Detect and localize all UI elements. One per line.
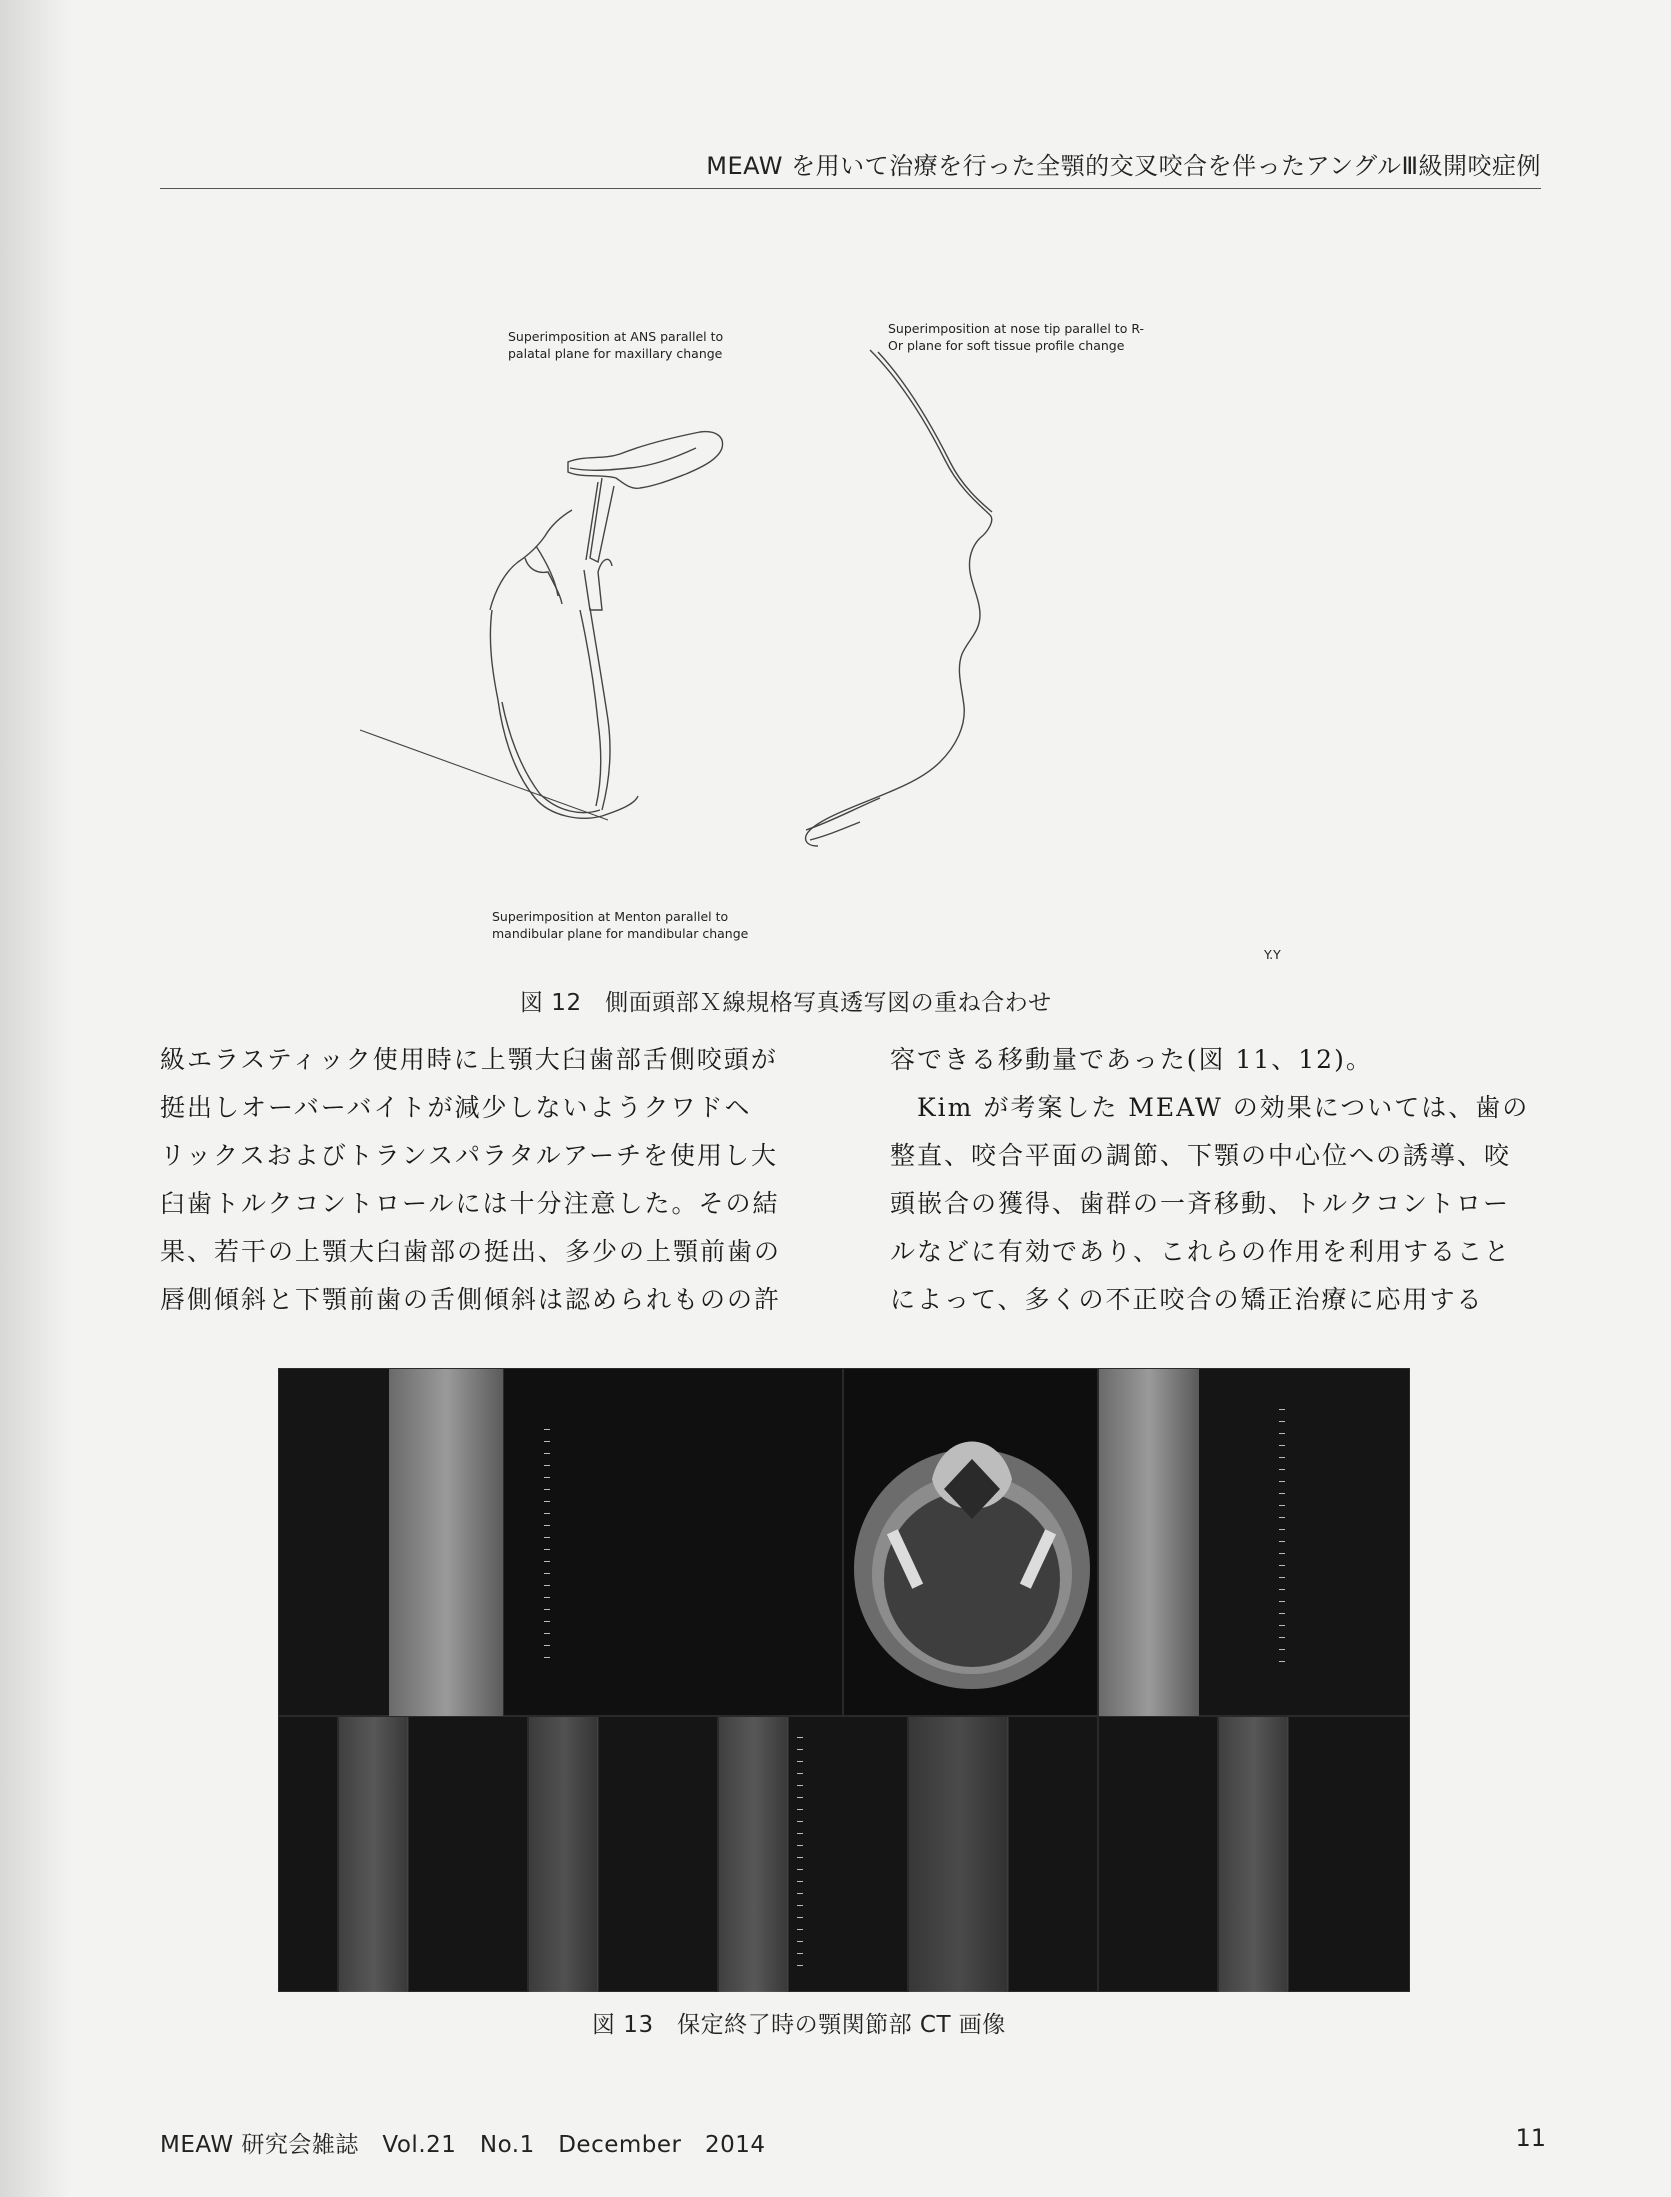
ct-slice-10 bbox=[1218, 1716, 1288, 1992]
figure-12-tracing bbox=[340, 310, 1280, 970]
ct-view-coronal-left bbox=[278, 1368, 503, 1716]
label-mandibular-superimposition: Superimposition at Menton parallel to mandibular plane for mandibular change bbox=[492, 909, 749, 941]
journal-footer: MEAW 研究会雑誌 Vol.21 No.1 December 2014 bbox=[160, 2132, 766, 2158]
text-line: 果、若干の上顎大臼歯部の挺出、多少の上顎前歯の bbox=[160, 1237, 782, 1266]
ct-slice-4 bbox=[598, 1716, 718, 1992]
page-binding-shadow bbox=[0, 0, 70, 2197]
body-left-column bbox=[160, 1036, 820, 1324]
tracer-initials: Y.Y bbox=[1264, 947, 1281, 962]
text-line: Kim が考案した MEAW の効果については、歯の bbox=[890, 1093, 1530, 1122]
axial-skull-scan bbox=[844, 1369, 1099, 1717]
ct-slice-5 bbox=[718, 1716, 788, 1992]
ct-view-axial bbox=[843, 1368, 1098, 1716]
text-line: リックスおよびトランスパラタルアーチを使用し大 bbox=[160, 1141, 779, 1170]
ct-slice-3 bbox=[528, 1716, 598, 1992]
text-line: 級エラスティック使用時に上顎大臼歯部舌側咬頭が bbox=[160, 1045, 778, 1074]
text-line: 整直、咬合平面の調節、下顎の中心位への誘導、咬 bbox=[890, 1141, 1512, 1170]
ct-slice-8 bbox=[1008, 1716, 1098, 1992]
figure-13-ct-image bbox=[278, 1368, 1410, 1992]
text-line: 頭嵌合の獲得、歯群の一斉移動、トルクコントロー bbox=[890, 1189, 1511, 1218]
ct-slice-11 bbox=[1288, 1716, 1410, 1992]
header-rule bbox=[160, 188, 1541, 189]
text-line: 容できる移動量であった(図 11、12)。 bbox=[890, 1045, 1373, 1074]
text-line: によって、多くの不正咬合の矯正治療に応用する bbox=[890, 1285, 1484, 1314]
ct-view-coronal-right bbox=[1098, 1368, 1410, 1716]
ct-view-axial-left-info bbox=[503, 1368, 843, 1716]
text-line: 挺出しオーバーバイトが減少しないようクワドヘ bbox=[160, 1093, 752, 1122]
text-line: 唇側傾斜と下顎前歯の舌側傾斜は認められものの許 bbox=[160, 1285, 782, 1314]
label-soft-tissue-superimposition: Superimposition at nose tip parallel to R-Or plane for soft tissue profile change bbox=[888, 321, 1145, 353]
ct-slice-2 bbox=[408, 1716, 528, 1992]
body-right-column bbox=[890, 1036, 1550, 1324]
cephalometric-tracing-drawing bbox=[340, 310, 1280, 970]
ct-slice-1 bbox=[338, 1716, 408, 1992]
label-maxillary-superimposition: Superimposition at ANS parallel to palatal plane for maxillary change bbox=[508, 329, 724, 361]
text-line: ルなどに有効であり、これらの作用を利用すること bbox=[890, 1237, 1512, 1266]
text-line: 臼歯トルクコントロールには十分注意した。その結 bbox=[160, 1189, 780, 1218]
figure-12-caption: 図 12 側面頭部Ｘ線規格写真透写図の重ね合わせ bbox=[520, 990, 1052, 1016]
ct-slice-9 bbox=[1098, 1716, 1218, 1992]
ct-slice-6 bbox=[788, 1716, 908, 1992]
ct-slice-7 bbox=[908, 1716, 1008, 1992]
figure-13-caption: 図 13 保定終了時の顎関節部 CT 画像 bbox=[592, 2012, 1006, 2038]
running-title: MEAW を用いて治療を行った全顎的交叉咬合を伴ったアングルⅢ級開咬症例 bbox=[706, 152, 1541, 180]
ct-slice-strip bbox=[278, 1716, 338, 1992]
page-number: 11 bbox=[1515, 2124, 1546, 2152]
